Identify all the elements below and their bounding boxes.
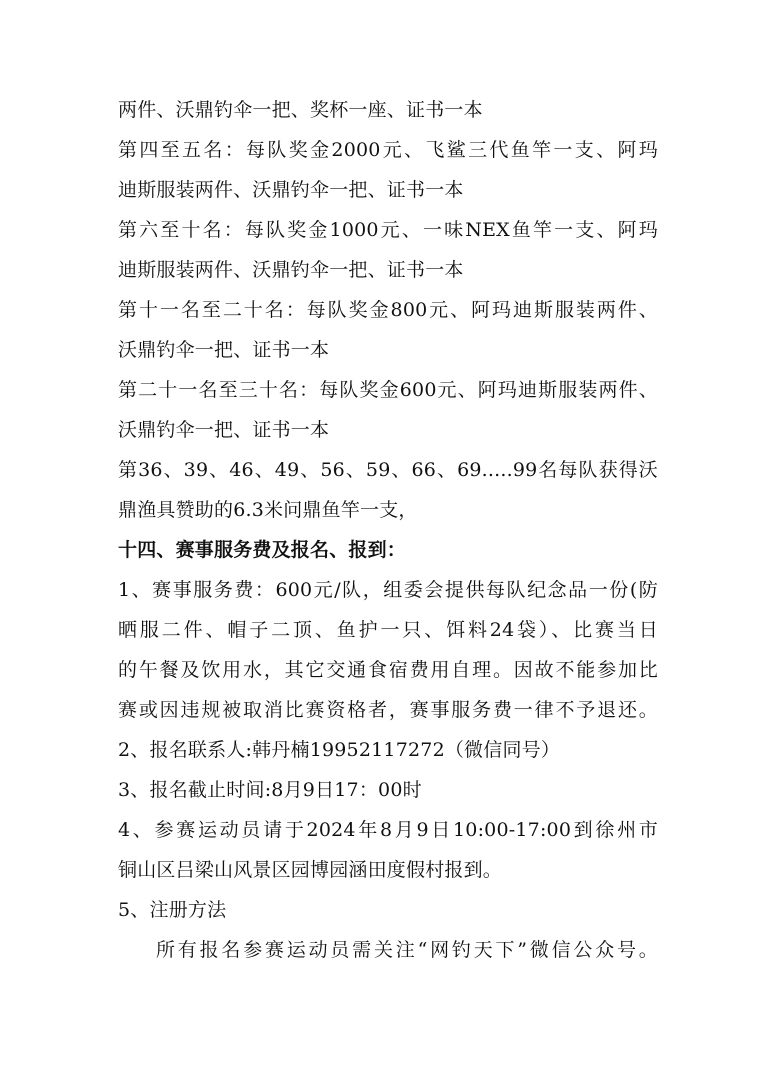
item-5-line-1: 所有报名参赛运动员需关注“网钓天下”微信公众号。: [156, 939, 658, 961]
section-heading-14: 十四、赛事服务费及报名、报到：: [118, 539, 407, 561]
item-2-contact: 2、报名联系人:韩丹楠19952117272（微信同号）: [118, 739, 561, 761]
prize-line-11-20: 第十一名至二十名：每队奖金800元、阿玛迪斯服装两件、: [118, 299, 658, 321]
prize-line-11-20-continued: 沃鼎钓伞一把、证书一本: [118, 339, 330, 361]
special-prize-line: 第36、39、46、49、56、59、66、69.....99名每队获得沃: [118, 459, 658, 481]
prize-line-continued: 两件、沃鼎钓伞一把、奖杯一座、证书一本: [118, 99, 483, 121]
prize-line-6-10: 第六至十名：每队奖金1000元、一味NEX鱼竿一支、阿玛: [118, 219, 658, 241]
item-4-line-1: 4、参赛运动员请于2024年8月9日10:00-17:00到徐州市: [118, 819, 658, 841]
item-1-line-2: 晒服二件、帽子二顶、鱼护一只、饵料24袋）、比赛当日: [118, 619, 658, 641]
prize-line-21-30-continued: 沃鼎钓伞一把、证书一本: [118, 419, 330, 441]
prize-line-6-10-continued: 迪斯服装两件、沃鼎钓伞一把、证书一本: [118, 259, 464, 281]
document-body: [118, 90, 658, 970]
special-prize-line-continued: 鼎渔具赞助的6.3米问鼎鱼竿一支，: [118, 499, 418, 521]
item-3-deadline: 3、报名截止时间:8月9日17：00时: [118, 779, 422, 801]
prize-line-21-30: 第二十一名至三十名：每队奖金600元、阿玛迪斯服装两件、: [118, 379, 658, 401]
prize-line-4-5-continued: 迪斯服装两件、沃鼎钓伞一把、证书一本: [118, 179, 464, 201]
item-5-heading: 5、注册方法: [118, 899, 227, 921]
item-1-line-1: 1、赛事服务费：600元/队，组委会提供每队纪念品一份(防: [118, 579, 658, 601]
prize-line-4-5: 第四至五名：每队奖金2000元、飞鲨三代鱼竿一支、阿玛: [118, 139, 658, 161]
item-4-line-2: 铜山区吕梁山风景区园博园涵田度假村报到。: [118, 859, 503, 881]
item-1-line-3: 的午餐及饮用水，其它交通食宿费用自理。因故不能参加比: [118, 659, 658, 681]
item-1-line-4: 赛或因违规被取消比赛资格者，赛事服务费一律不予退还。: [118, 699, 658, 721]
